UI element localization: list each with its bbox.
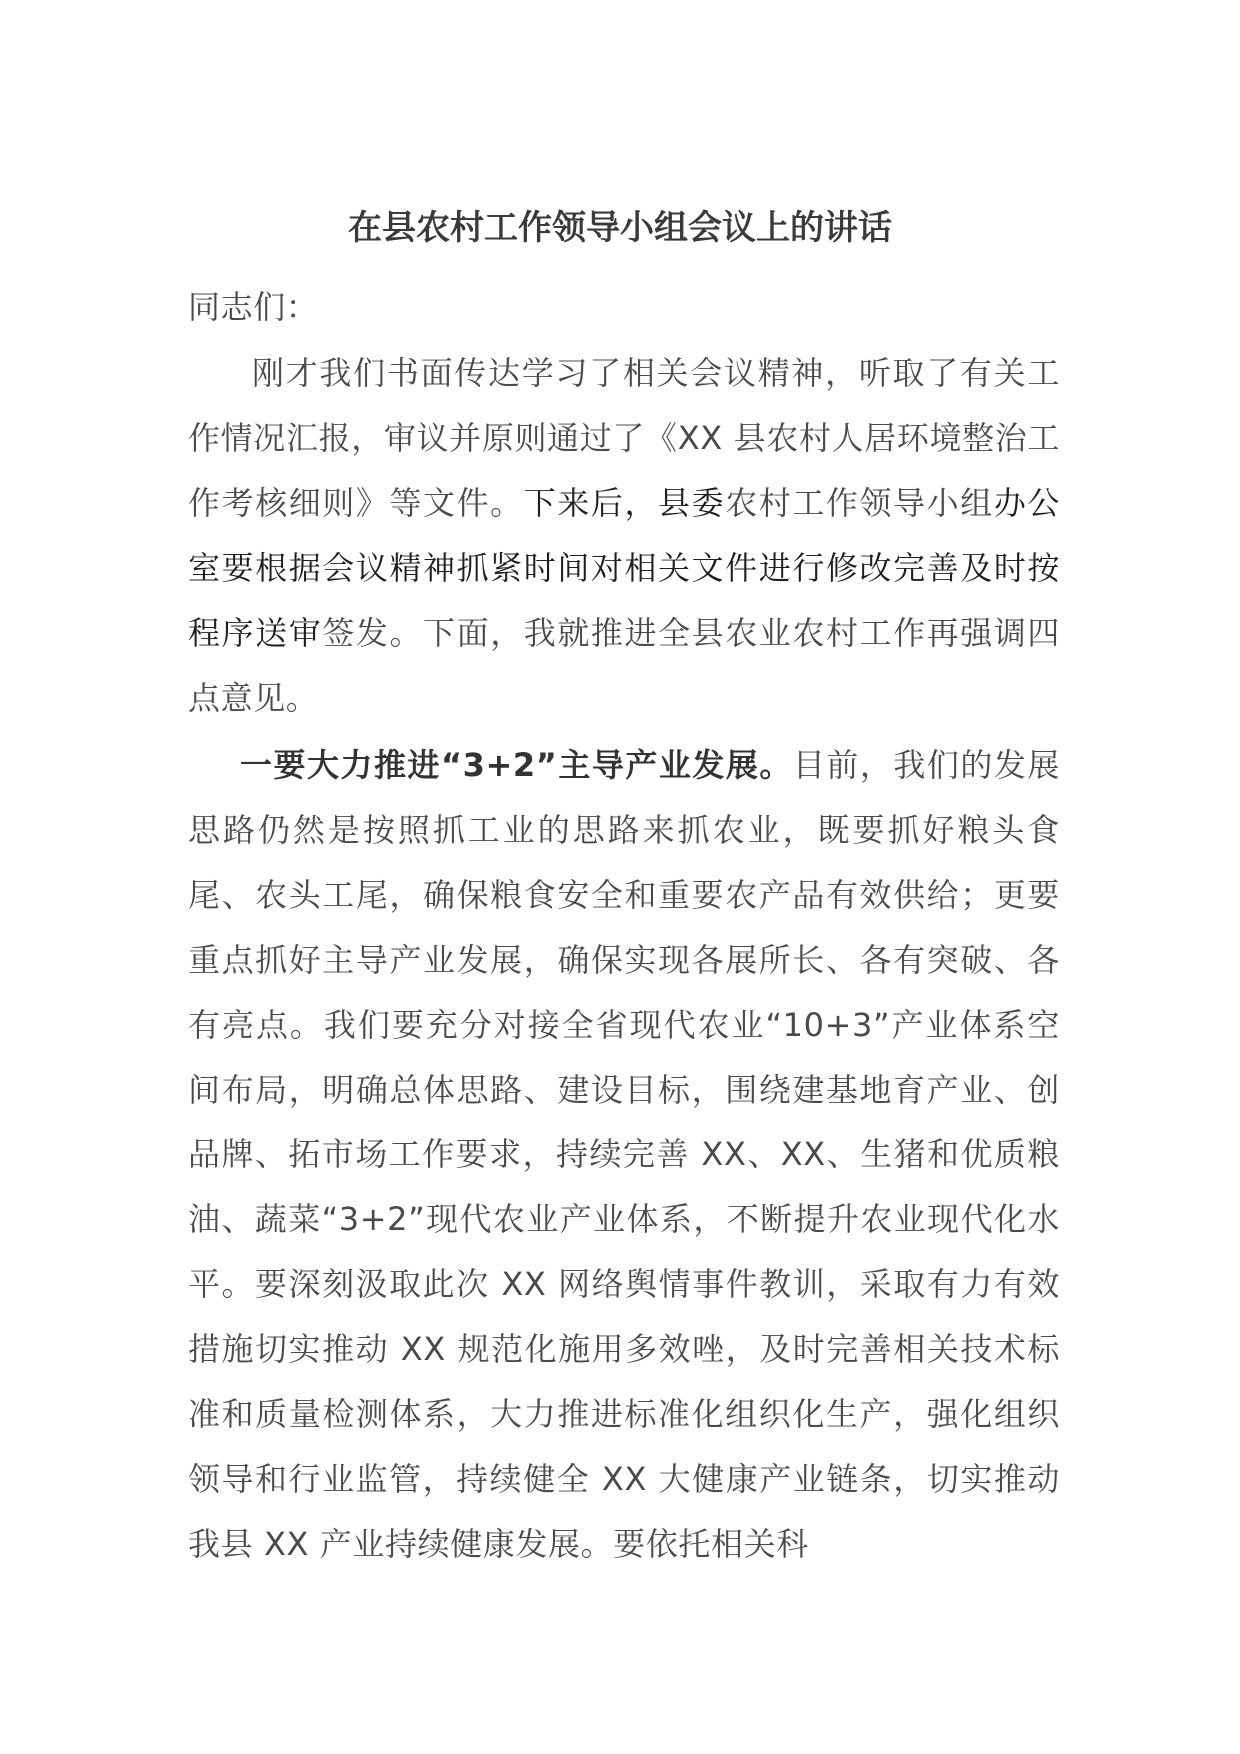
- document-title: 在县农村工作领导小组会议上的讲话: [348, 208, 892, 248]
- paragraph-1-text-d: 办公室要根据会议精神抓紧时间对相关文件进行修改完善及时按程序送审: [188, 483, 1060, 652]
- paragraph-1-text-e: 签发。下面，我就推进全县农业农村工作再强调四点意见。: [188, 613, 1061, 717]
- paragraph-1-text-a: 刚才我们书面传达学习了相关会议精神，听取了有关工作情况汇报，审议并原则通过了《XX 县农村人居环境整治工作考核细则》等文件。: [188, 354, 1060, 522]
- paragraph-2-heading: 一要大力推进“3+2”主导产业发展。: [240, 746, 793, 784]
- salutation: 同志们：: [188, 288, 319, 326]
- paragraph-1: [188, 341, 1060, 730]
- paragraph-2: [188, 733, 1060, 1577]
- paragraph-2-text: 目前，我们的发展思路仍然是按照抓工业的思路来抓农业，既要抓好粮头食尾、农头工尾，确保粮食安全和重要农产品有效供给；更要重点抓好主导产业发展，确保实现各展所长、各有突破、各有亮点。我们要充分对接全省现代农业“10+3”产业体系空间布局，明确总体思路、建设目标，围绕建基地育产业、创品牌、拓市场工作要求，持续完善 XX、XX、生猪和优质粮油、蔬菜“3+2”现代农业产业体系，不断提升农业现代化水平。要深刻汲取此次 XX 网络舆情事件教训，采取有力有效措施切实推动 XX 规范化施用多效唑，及时完善相关技术标准和质量检测体系，大力推进标准化组织化生产，强化组织领导和行业监管，持续健全 XX 大健康产业链条，切实推动我县 XX 产业持续健康发展。要依托相关科: [188, 746, 1060, 1563]
- paragraph-1-text-b: 下来后，县委: [523, 483, 726, 522]
- paragraph-1-text-c: 农村工作领导小组: [725, 483, 994, 522]
